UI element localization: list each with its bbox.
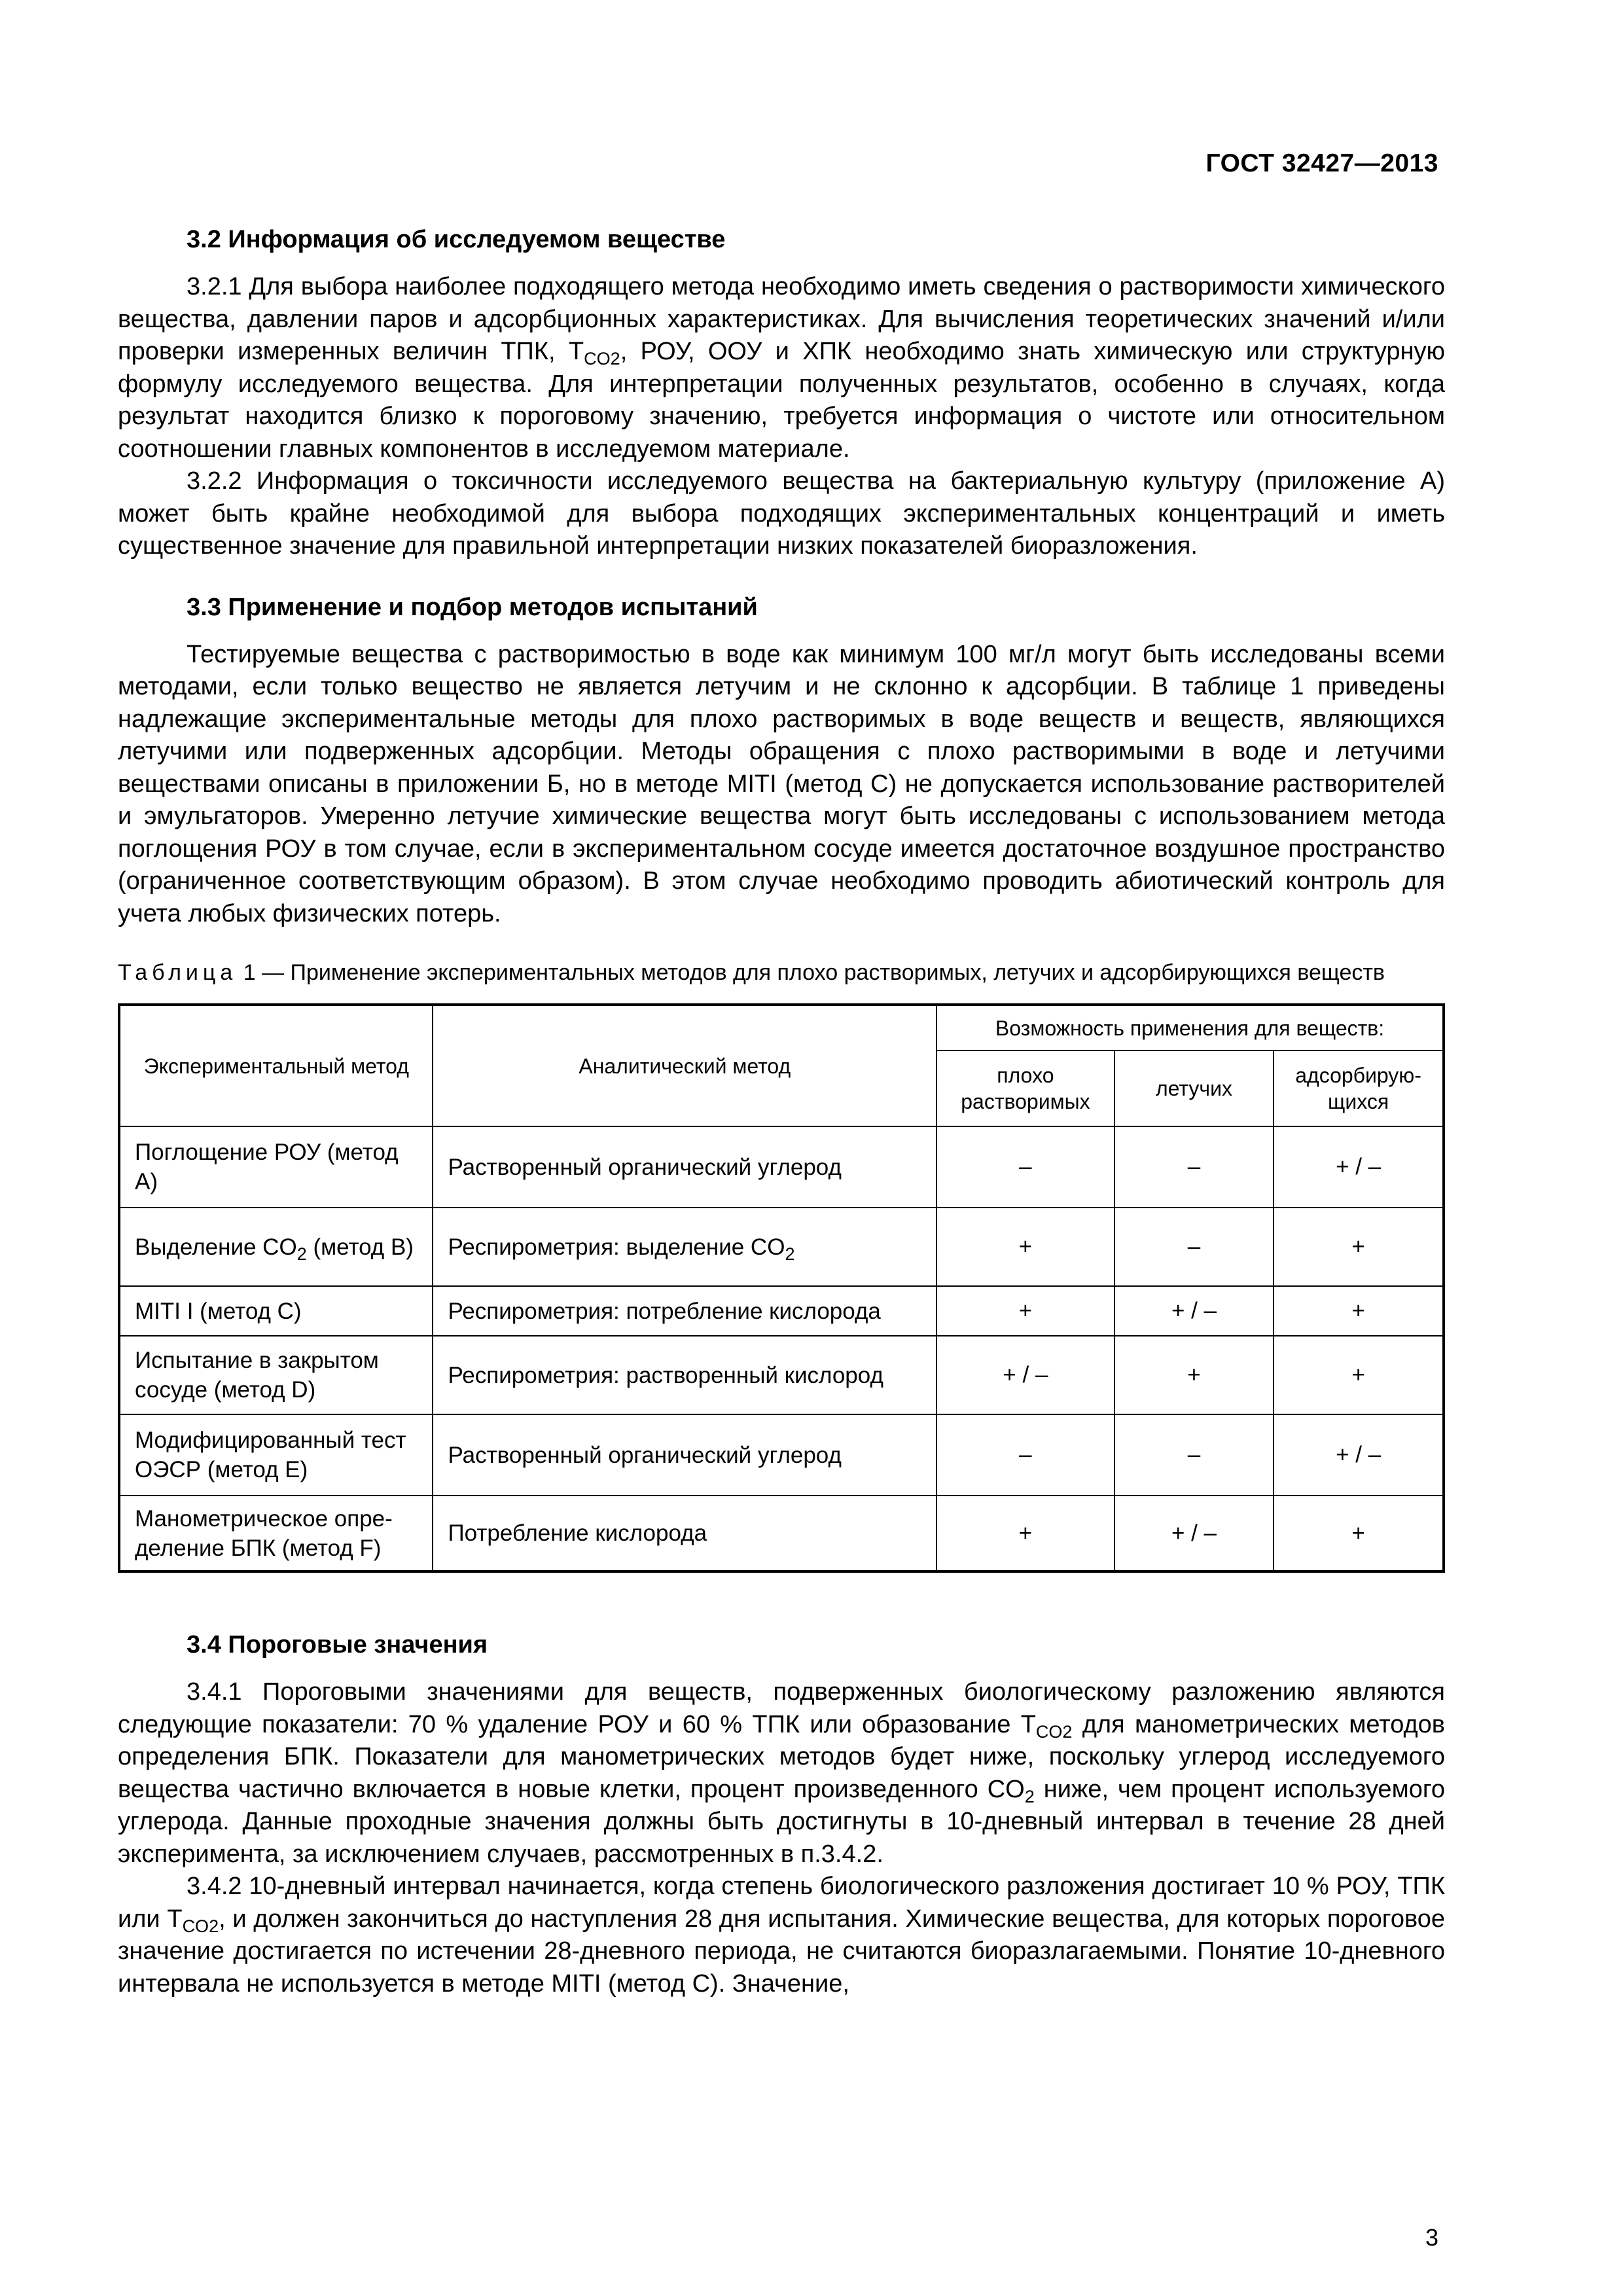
cell-adsorbing: + / – [1274,1126,1444,1208]
section-3-4-title: 3.4 Пороговые значения [187,1631,488,1659]
table-row [119,1208,1444,1286]
page-number: 3 [1425,2224,1438,2251]
page-content [118,223,1445,2000]
section-3-3-title: 3.3 Применение и подбор методов испытаний [187,593,758,621]
header-applicability: Возможность применения для веществ: [936,1005,1444,1050]
header-analytic-method: Аналитический метод [433,1005,936,1126]
cell-analytic: Респирометрия: выделение $CO_2$ [433,1208,936,1286]
cell-adsorbing: + [1274,1286,1444,1336]
cell-analytic: Растворенный органический углерод [433,1126,936,1208]
cell-adsorbing: + [1274,1336,1444,1414]
cell-poorly-soluble: + / – [936,1336,1115,1414]
cell-method: Поглощение РОУ (метод А) [119,1126,433,1208]
table-caption: Таблица 1 — Применение экспериментальных методов для плохо растворимых, летучих и адсорбирующихся веществ [118,960,1385,985]
cell-analytic: Респирометрия: потребление кислорода [433,1286,936,1336]
document-code: ГОСТ 32427—2013 [1205,149,1438,177]
cell-adsorbing: + [1274,1208,1444,1286]
cell-poorly-soluble: + [936,1208,1115,1286]
paragraph-3-4-1: 3.4.1 Пороговыми значениями для веществ, подверженных биологическому разложению являются следующие показатели: 70 % удаление РОУ и 60 % ТПК или образование $Т_{CO2}$ для манометрических методов определения БПК. Показатели для манометрических методов будет ниже, поскольку углерод исследуемого вещества частично включается в новые клетки, процент произведенного $CO_2$ ниже, чем процент используемого углерода. Данные проходные значения должны быть достигнуты в 10-дневный интервал в течение 28 дней эксперимента, за исключением случаев, рассмотренных в п.3.4.2. [118,1678,1445,1868]
cell-poorly-soluble: + [936,1286,1115,1336]
table-row [119,1414,1444,1496]
header-experimental-method: Экспериментальный метод [119,1005,433,1126]
table-row [119,1496,1444,1571]
cell-volatile: – [1115,1126,1274,1208]
header-adsorbing: адсорбирующихся [1274,1050,1444,1126]
cell-volatile: + / – [1115,1496,1274,1571]
cell-adsorbing: + / – [1274,1414,1444,1496]
cell-poorly-soluble: – [936,1126,1115,1208]
cell-method: Испытание в закрытом сосуде (метод D) [119,1336,433,1414]
cell-poorly-soluble: + [936,1496,1115,1571]
paragraph-3-3: Тестируемые вещества с растворимостью в воде как минимум 100 мг/л могут быть исследованы всеми методами, если только вещество не является летучим и не склонно к адсорбции. В таблице 1 приведены надлежащие экспериментальные методы для плохо растворимых в воде веществ и веществ, являющихся летучими или подверженных адсорбции. Методы обращения с плохо растворимыми в воде и летучими веществами описаны в приложении Б, но в методе MITI (метод С) не допускается использование растворителей и эмульгаторов. Умеренно летучие химические вещества могут быть исследованы с использованием метода поглощения РОУ в том случае, если в экспериментальном сосуде имеется достаточное воздушное пространство (ограниченное соответствующим образом). В этом случае необходимо проводить абиотический контроль для учета любых физических потерь. [118,640,1445,927]
cell-volatile: + / – [1115,1286,1274,1336]
header-poorly-soluble: плохо растворимых [936,1050,1115,1126]
paragraph-3-4-2: 3.4.2 10-дневный интервал начинается, когда степень биологического разложения достигает 10 % РОУ, ТПК или $Т_{CO2}$, и должен закончиться до наступления 28 дня испытания. Химические вещества, для которых пороговое значение достигается по истечении 28-дневного периода, не считаются биоразлагаемыми. Понятие 10-дневного интервала не используется в методе MITI (метод С). Значение, [118,1873,1445,1998]
table-row [119,1126,1444,1208]
paragraph-3-2-2: 3.2.2 Информация о токсичности исследуемого вещества на бактериальную культуру (приложение А) может быть крайне необходимой для выбора подходящих экспериментальных концентраций и иметь существенное значение для правильной интерпретации низких показателей биоразложения. [118,467,1445,560]
cell-method: Модифицированный тест ОЭСР (метод Е) [119,1414,433,1496]
cell-poorly-soluble: – [936,1414,1115,1496]
cell-adsorbing: + [1274,1496,1444,1571]
cell-volatile: + [1115,1336,1274,1414]
cell-method: Манометрическое определение БПК (метод F) [119,1496,433,1571]
table-row [119,1286,1444,1336]
cell-analytic: Растворенный органический углерод [433,1414,936,1496]
section-3-2-title: 3.2 Информация об исследуемом веществе [187,226,726,253]
header-volatile: летучих [1115,1050,1274,1126]
cell-volatile: – [1115,1208,1274,1286]
cell-volatile: – [1115,1414,1274,1496]
cell-analytic: Респирометрия: растворенный кислород [433,1336,936,1414]
methods-table [118,1003,1445,1573]
cell-method: MITI I (метод C) [119,1286,433,1336]
cell-method: Выделение $CO_2$ (метод В) [119,1208,433,1286]
paragraph-3-2-1: 3.2.1 Для выбора наиболее подходящего метода необходимо иметь сведения о растворимости химического вещества, давлении паров и адсорбционных характеристиках. Для вычисления теоретических значений и/или проверки измеренных величин ТПК, $Т_{CO2}$, РОУ, ООУ и ХПК необходимо знать химическую или структурную формулу исследуемого вещества. Для интерпретации полученных результатов, особенно в случаях, когда результат находится близко к пороговому значению, требуется информация о чистоте или относительном соотношении главных компонентов в исследуемом материале. [118,273,1445,463]
cell-analytic: Потребление кислорода [433,1496,936,1571]
table-row [119,1336,1444,1414]
